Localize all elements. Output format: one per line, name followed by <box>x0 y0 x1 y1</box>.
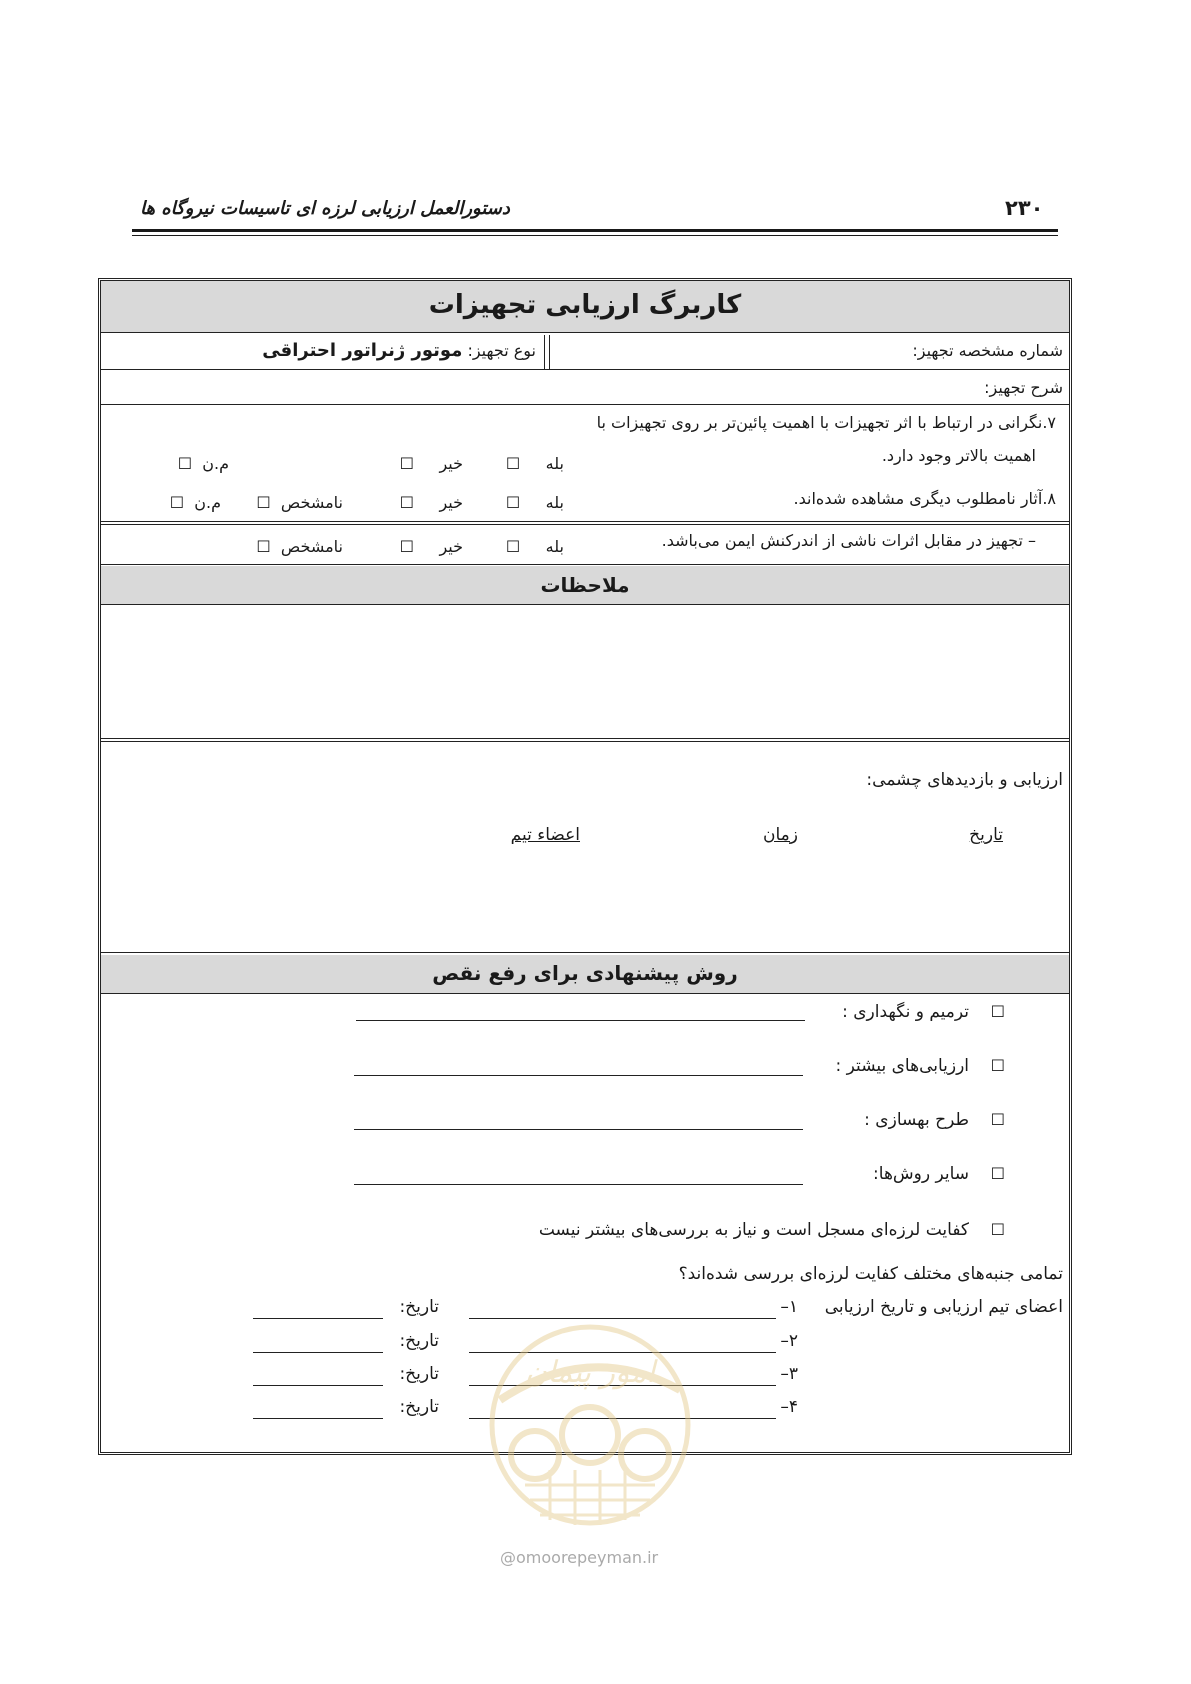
checkbox-icon[interactable]: ☐ <box>399 493 415 512</box>
option-label: نامشخص <box>280 493 343 512</box>
equipment-id-label: شماره مشخصه تجهیز: <box>912 341 1063 360</box>
safe-no[interactable] <box>400 537 463 556</box>
checkbox-icon[interactable]: ☐ <box>990 1002 1005 1021</box>
watermark-logo-text: امور پیمان <box>525 1355 655 1390</box>
checkbox-icon[interactable]: ☐ <box>990 1164 1005 1183</box>
team-num: ۱– <box>780 1297 798 1317</box>
date-label: تاریخ: <box>399 1364 439 1384</box>
row-divider <box>101 404 1069 405</box>
option-label: خیر <box>439 537 463 556</box>
safe-unknown[interactable] <box>256 537 343 556</box>
row-divider <box>101 604 1069 605</box>
visual-inspection-label: ارزیابی و بازدیدهای چشمی: <box>866 770 1063 790</box>
row-divider <box>101 738 1069 739</box>
safe-yes[interactable] <box>506 537 564 556</box>
option-label: بله <box>545 537 564 556</box>
q7-na[interactable] <box>178 454 229 473</box>
equipment-desc-label: شرح تجهیز: <box>984 378 1063 397</box>
date-label: تاریخ: <box>399 1331 439 1351</box>
checkbox-icon[interactable]: ☐ <box>990 1220 1005 1239</box>
fix-option-more-eval[interactable] <box>836 1056 1005 1076</box>
remarks-title: ملاحظات <box>540 573 630 597</box>
fix-title: روش پیشنهادی برای رفع نقص <box>432 961 738 985</box>
column-time: زمان <box>763 825 798 845</box>
equipment-type-label: نوع تجهیز: <box>467 341 536 360</box>
option-label: کفایت لرزه‌ای مسجل است و نیاز به بررسی‌های بیشتر نیست <box>538 1220 970 1240</box>
date-line[interactable] <box>253 1385 383 1386</box>
watermark-text <box>500 1548 658 1567</box>
q8-no[interactable] <box>400 493 463 512</box>
cell-divider <box>549 335 550 369</box>
column-team: اعضاء تیم <box>510 825 580 845</box>
equipment-type-field <box>262 340 536 361</box>
checkbox-icon[interactable]: ☐ <box>505 493 521 512</box>
date-line[interactable] <box>253 1418 383 1419</box>
row-divider <box>101 521 1069 522</box>
option-label: طرح بهسازی : <box>864 1110 970 1130</box>
page-number: ۲۳۰ <box>1005 196 1044 220</box>
checkbox-icon[interactable]: ☐ <box>256 493 271 512</box>
checkbox-icon[interactable]: ☐ <box>990 1056 1005 1075</box>
option-label: بله <box>545 493 564 512</box>
all-aspects-question: تمامی جنبه‌های مختلف کفایت لرزه‌ای بررسی شده‌اند؟ <box>678 1264 1063 1284</box>
row-divider <box>101 524 1069 525</box>
checkbox-icon[interactable]: ☐ <box>505 537 521 556</box>
team-num: ۳– <box>780 1364 798 1384</box>
header-rule-thin <box>132 235 1058 236</box>
date-line[interactable] <box>253 1352 383 1353</box>
q8-yes[interactable] <box>506 493 564 512</box>
option-label: خیر <box>439 493 463 512</box>
q8-na[interactable] <box>170 493 221 512</box>
fill-line[interactable] <box>356 1020 805 1021</box>
option-label: خیر <box>439 454 463 473</box>
date-line[interactable] <box>253 1318 383 1319</box>
question-8: ۸.آثار نامطلوب دیگری مشاهده شده‌اند. <box>793 489 1056 508</box>
option-label: نامشخص <box>280 537 343 556</box>
question-7-line2: اهمیت بالاتر وجود دارد. <box>881 446 1036 465</box>
fill-line[interactable] <box>354 1184 803 1185</box>
fix-option-repair[interactable] <box>842 1002 1005 1022</box>
team-label: اعضای تیم ارزیابی و تاریخ ارزیابی <box>824 1297 1063 1317</box>
checkbox-icon[interactable]: ☐ <box>990 1110 1005 1129</box>
team-num: ۲– <box>780 1331 798 1351</box>
option-label: ترمیم و نگهداری : <box>842 1002 970 1022</box>
row-divider <box>101 741 1069 742</box>
form-title: کاربرگ ارزیابی تجهیزات <box>428 290 742 320</box>
date-label: تاریخ: <box>399 1397 439 1417</box>
checkbox-icon[interactable]: ☐ <box>177 454 193 473</box>
fix-option-adequate[interactable] <box>539 1220 1005 1240</box>
option-label: م.ن <box>202 454 229 473</box>
checkbox-icon[interactable]: ☐ <box>399 537 415 556</box>
column-date: تاریخ <box>969 825 1003 845</box>
question-interaction-safe: – تجهیز در مقابل اثرات ناشی از اندرکنش ایمن می‌باشد. <box>661 531 1036 550</box>
checkbox-icon[interactable]: ☐ <box>256 537 271 556</box>
q8-unknown[interactable] <box>256 493 343 512</box>
checkbox-icon[interactable]: ☐ <box>399 454 415 473</box>
row-divider <box>101 952 1069 953</box>
date-label: تاریخ: <box>399 1297 439 1317</box>
row-divider <box>101 993 1069 994</box>
fix-option-retrofit[interactable] <box>864 1110 1005 1130</box>
book-title: دستورالعمل ارزیابی لرزه ای تاسیسات نیروگاه ها <box>140 198 510 219</box>
fill-line[interactable] <box>354 1075 803 1076</box>
q7-yes[interactable] <box>506 454 564 473</box>
option-label: ارزیابی‌های بیشتر : <box>835 1056 970 1076</box>
question-7-line1: ۷.نگرانی در ارتباط با اثر تجهیزات با اهمیت پائین‌تر بر روی تجهیزات با <box>596 413 1056 432</box>
row-divider <box>101 564 1069 565</box>
header-rule-thick <box>132 229 1058 232</box>
cell-divider <box>544 335 545 369</box>
option-label: بله <box>545 454 564 473</box>
equipment-type-value: موتور ژنراتور احتراقی <box>262 340 463 361</box>
row-divider <box>101 332 1069 333</box>
q7-no[interactable] <box>400 454 463 473</box>
watermark-url: omoorepeyman.ir <box>516 1548 659 1567</box>
fill-line[interactable] <box>354 1129 803 1130</box>
watermark-logo-icon <box>480 1320 700 1530</box>
fix-option-other[interactable] <box>873 1164 1005 1184</box>
team-num: ۴– <box>780 1397 798 1417</box>
checkbox-icon[interactable]: ☐ <box>169 493 185 512</box>
option-label: م.ن <box>194 493 221 512</box>
option-label: سایر روش‌ها: <box>873 1164 970 1184</box>
team-member-line[interactable] <box>469 1318 776 1319</box>
row-divider <box>101 369 1069 370</box>
checkbox-icon[interactable]: ☐ <box>505 454 521 473</box>
at-icon: @ <box>500 1548 516 1567</box>
